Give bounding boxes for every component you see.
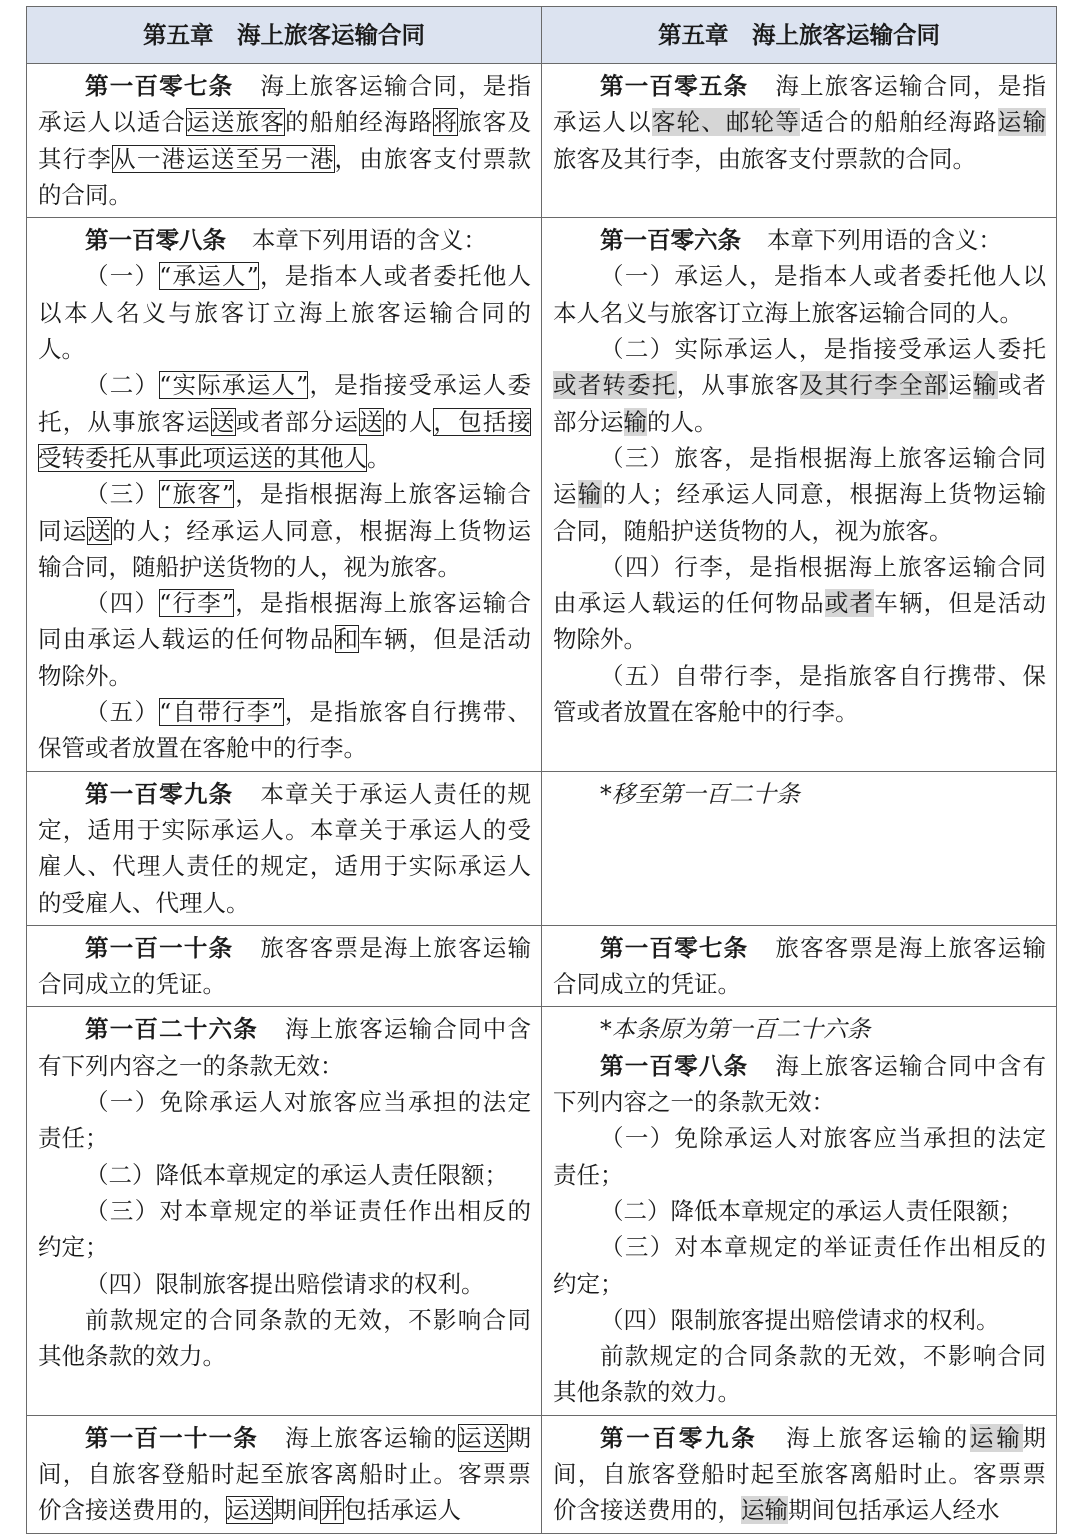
clause-paragraph bbox=[553, 258, 1046, 331]
clause-text: （四）限制旅客提出赔偿请求的权利。 bbox=[600, 1305, 1000, 1334]
boxed-change: “行李” bbox=[159, 589, 235, 618]
table-row bbox=[27, 925, 1057, 1007]
clause-paragraph bbox=[38, 222, 531, 258]
clause-paragraph bbox=[553, 549, 1046, 658]
clause-text: 的人。 bbox=[647, 407, 718, 436]
clause-paragraph bbox=[553, 440, 1046, 549]
clause-text: 旅客客票是海上旅客运输合同成立的凭证。 bbox=[553, 933, 1047, 999]
clause-text: 的人；经承运人同意，根据海上货物运输合同，随船护送货物的人，视为旅客。 bbox=[553, 480, 1047, 545]
highlighted-change: 或者转委托 bbox=[553, 371, 677, 400]
clause-text: （一） bbox=[85, 262, 160, 291]
editor-note: *本条原为第一百二十六条 bbox=[600, 1015, 871, 1044]
clause-text: 本章下列用语的含义： bbox=[251, 226, 487, 255]
clause-paragraph bbox=[553, 1338, 1046, 1411]
boxed-change: “承运人” bbox=[159, 262, 259, 291]
table-row bbox=[27, 771, 1057, 925]
clause-text: （四） bbox=[85, 589, 160, 618]
clause-text: （三）对本章规定的举证责任作出相反的约定； bbox=[553, 1233, 1046, 1298]
highlighted-change: 输 bbox=[623, 407, 647, 436]
original-article-cell bbox=[27, 1007, 542, 1415]
highlighted-change: 输 bbox=[577, 480, 603, 509]
clause-text: 海上旅客运输合同中含有下列内容之一的条款无效： bbox=[553, 1051, 1047, 1117]
revised-article-cell bbox=[542, 218, 1057, 771]
highlighted-change: 或者 bbox=[824, 589, 875, 618]
clause-paragraph bbox=[553, 776, 1046, 812]
clause-text: （三）对本章规定的举证责任作出相反的约定； bbox=[38, 1196, 531, 1262]
boxed-change: 运送旅客 bbox=[186, 108, 286, 137]
table-header-row bbox=[27, 7, 1057, 64]
original-article-cell bbox=[27, 771, 542, 925]
clause-paragraph bbox=[38, 68, 531, 213]
clause-text: 期间 bbox=[273, 1496, 320, 1525]
clause-paragraph bbox=[553, 222, 1046, 258]
clause-paragraph bbox=[38, 930, 531, 1003]
boxed-change: 送 bbox=[87, 516, 113, 545]
clause-text: （二）降低本章规定的承运人责任限额； bbox=[600, 1196, 1023, 1225]
clause-paragraph bbox=[38, 776, 531, 921]
article-number: 第一百一十一条 bbox=[85, 1423, 259, 1452]
clause-text: ，是指本人或者委托他人以本人名义与旅客订立海上旅客运输合同的人。 bbox=[38, 262, 532, 364]
clause-paragraph bbox=[38, 1266, 531, 1302]
boxed-change: 送 bbox=[359, 407, 384, 436]
article-number: 第一百零五条 bbox=[600, 72, 749, 100]
clause-text: ，是指接受承运人委托，从事旅客运 bbox=[38, 371, 532, 436]
revised-article-cell bbox=[542, 1415, 1057, 1533]
law-comparison-table bbox=[26, 6, 1057, 1534]
table-row bbox=[27, 64, 1057, 218]
clause-paragraph bbox=[38, 1193, 531, 1266]
clause-paragraph bbox=[553, 930, 1046, 1003]
clause-text: （一）免除承运人对旅客应当承担的法定责任； bbox=[553, 1124, 1046, 1189]
article-number: 第一百零九条 bbox=[85, 779, 234, 808]
editor-note: *移至第一百二十条 bbox=[600, 779, 800, 808]
clause-text: 或者部分运 bbox=[235, 407, 360, 436]
clause-text: 。 bbox=[367, 443, 391, 472]
clause-paragraph bbox=[38, 694, 531, 767]
highlighted-change: 及其行李全部 bbox=[800, 371, 949, 400]
clause-text: （三） bbox=[85, 480, 160, 509]
clause-text: 的人 bbox=[383, 407, 434, 436]
clause-text: ，从事旅客 bbox=[676, 371, 801, 400]
boxed-change: 并 bbox=[320, 1496, 344, 1525]
original-article-cell bbox=[27, 1415, 542, 1533]
revised-article-cell bbox=[542, 64, 1057, 218]
boxed-change: “自带行李” bbox=[159, 698, 284, 727]
original-article-cell bbox=[27, 64, 542, 218]
clause-text: 期间包括承运人经水 bbox=[788, 1496, 1000, 1525]
clause-text: （五） bbox=[85, 698, 160, 727]
clause-text: （一）承运人，是指本人或者委托他人以本人名义与旅客订立海上旅客运输合同的人。 bbox=[553, 262, 1046, 327]
clause-text: 海上旅客运输合同，是指承运人以适合 bbox=[38, 72, 532, 137]
clause-paragraph bbox=[38, 1011, 531, 1084]
clause-text: 车辆，但是活动物除外。 bbox=[38, 625, 532, 690]
clause-paragraph bbox=[553, 1229, 1046, 1302]
revised-article-cell bbox=[542, 925, 1057, 1007]
article-number: 第一百一十条 bbox=[85, 933, 234, 962]
highlighted-change: 客轮、邮轮等 bbox=[651, 108, 801, 137]
clause-text: 本章关于承运人责任的规定，适用于实际承运人。本章关于承运人的受雇人、代理人责任的规定，适用于实际承运人的受雇人、代理人。 bbox=[38, 779, 532, 917]
article-number: 第一百零九条 bbox=[600, 1423, 758, 1452]
clause-text: （二）实际承运人，是指接受承运人委托 bbox=[600, 335, 1046, 364]
clause-text: 前款规定的合同条款的无效，不影响合同其他条款的效力。 bbox=[553, 1342, 1046, 1407]
clause-text: （三）旅客，是指根据海上旅客运输合同运 bbox=[553, 443, 1046, 509]
revised-article-cell bbox=[542, 771, 1057, 925]
clause-text: （二）降低本章规定的承运人责任限额； bbox=[85, 1160, 508, 1189]
boxed-change: 运送 bbox=[226, 1496, 273, 1525]
boxed-change: “实际承运人” bbox=[159, 371, 309, 400]
clause-text: （二） bbox=[85, 371, 160, 400]
header-revised-chapter: 第五章 海上旅客运输合同 bbox=[542, 7, 1057, 64]
clause-text: 运 bbox=[948, 371, 974, 400]
clause-text: 或者部分运 bbox=[553, 371, 1047, 436]
header-original-chapter: 第五章 海上旅客运输合同 bbox=[27, 7, 542, 64]
clause-text: 海上旅客运输的 bbox=[783, 1423, 970, 1452]
clause-paragraph bbox=[553, 1120, 1046, 1193]
clause-text: 旅客客票是海上旅客运输合同成立的凭证。 bbox=[38, 933, 532, 999]
clause-text: 适合的船舶经海路 bbox=[800, 108, 998, 137]
clause-text: （五）自带行李，是指旅客自行携带、保管或者放置在客舱中的行李。 bbox=[553, 661, 1046, 727]
clause-text: 旅客及其行李 bbox=[38, 108, 532, 173]
clause-text: 旅客及其行李，由旅客支付票款的合同。 bbox=[553, 144, 976, 173]
clause-paragraph bbox=[553, 1193, 1046, 1229]
clause-text: ，由旅客支付票款的合同。 bbox=[38, 144, 532, 209]
revised-article-cell bbox=[542, 1007, 1057, 1415]
clause-paragraph bbox=[38, 1420, 531, 1529]
article-number: 第一百零六条 bbox=[600, 226, 741, 255]
highlighted-change: 运输 bbox=[997, 108, 1047, 137]
boxed-change: 运送 bbox=[458, 1423, 508, 1452]
clause-paragraph bbox=[553, 1011, 1046, 1047]
original-article-cell bbox=[27, 218, 542, 771]
clause-paragraph bbox=[38, 1084, 531, 1157]
clause-text: 车辆，但是活动物除外。 bbox=[553, 589, 1047, 654]
clause-text: 的人；经承运人同意，根据海上货物运输合同，随船护送货物的人，视为旅客。 bbox=[38, 516, 532, 581]
highlighted-change: 运输 bbox=[969, 1423, 1023, 1452]
clause-paragraph bbox=[553, 331, 1046, 440]
clause-paragraph bbox=[553, 68, 1046, 177]
clause-text: 的船舶经海路 bbox=[285, 108, 434, 137]
clause-text: 前款规定的合同条款的无效，不影响合同其他条款的效力。 bbox=[38, 1305, 531, 1371]
clause-text: 包括承运人 bbox=[343, 1496, 461, 1525]
boxed-change: 和 bbox=[334, 625, 360, 654]
clause-text: ，是指旅客自行携带、保管或者放置在客舱中的行李。 bbox=[38, 698, 532, 763]
clause-text: （一）免除承运人对旅客应当承担的法定责任； bbox=[38, 1088, 531, 1153]
clause-paragraph bbox=[38, 585, 531, 694]
clause-paragraph bbox=[38, 476, 531, 585]
boxed-change: 送 bbox=[210, 407, 236, 436]
boxed-change: ，包括接受转委托从事此项运送的其他人 bbox=[38, 407, 532, 472]
boxed-change: 从一港运送至另一港 bbox=[112, 144, 335, 173]
clause-text: ，是指根据海上旅客运输合同由承运人载运的任何物品 bbox=[38, 589, 532, 654]
boxed-change: “旅客” bbox=[159, 480, 235, 509]
clause-text: （四）限制旅客提出赔偿请求的权利。 bbox=[85, 1269, 485, 1298]
highlighted-change: 输 bbox=[973, 371, 998, 400]
clause-paragraph bbox=[38, 1157, 531, 1193]
article-number: 第一百零八条 bbox=[85, 226, 226, 255]
clause-paragraph bbox=[553, 1420, 1046, 1529]
article-number: 第一百二十六条 bbox=[85, 1015, 259, 1044]
table-row bbox=[27, 1415, 1057, 1533]
clause-text: 海上旅客运输的 bbox=[283, 1423, 459, 1452]
clause-paragraph bbox=[553, 1302, 1046, 1338]
highlighted-change: 运输 bbox=[741, 1496, 788, 1525]
clause-paragraph bbox=[38, 1302, 531, 1375]
clause-text: 期间，自旅客登船时起至旅客离船时止。客票票价含接送费用的， bbox=[553, 1423, 1047, 1525]
article-number: 第一百零七条 bbox=[85, 72, 234, 100]
clause-text: （四）行李，是指根据海上旅客运输合同由承运人载运的任何物品 bbox=[553, 552, 1046, 618]
clause-paragraph bbox=[38, 367, 531, 476]
article-number: 第一百零八条 bbox=[600, 1051, 749, 1080]
clause-text: 海上旅客运输合同，是指承运人以 bbox=[553, 72, 1047, 137]
clause-text: 期间，自旅客登船时起至旅客离船时止。客票票价含接送费用的， bbox=[38, 1423, 532, 1525]
table-row bbox=[27, 218, 1057, 771]
clause-text: 海上旅客运输合同中含有下列内容之一的条款无效： bbox=[38, 1015, 532, 1080]
clause-paragraph bbox=[553, 1048, 1046, 1121]
clause-text: ，是指根据海上旅客运输合同运 bbox=[38, 480, 532, 545]
table-row bbox=[27, 1007, 1057, 1415]
article-number: 第一百零七条 bbox=[600, 933, 749, 962]
clause-text: 本章下列用语的含义： bbox=[766, 226, 1002, 255]
boxed-change: 将 bbox=[433, 108, 459, 137]
clause-paragraph bbox=[38, 258, 531, 367]
clause-paragraph bbox=[553, 658, 1046, 731]
original-article-cell bbox=[27, 925, 542, 1007]
